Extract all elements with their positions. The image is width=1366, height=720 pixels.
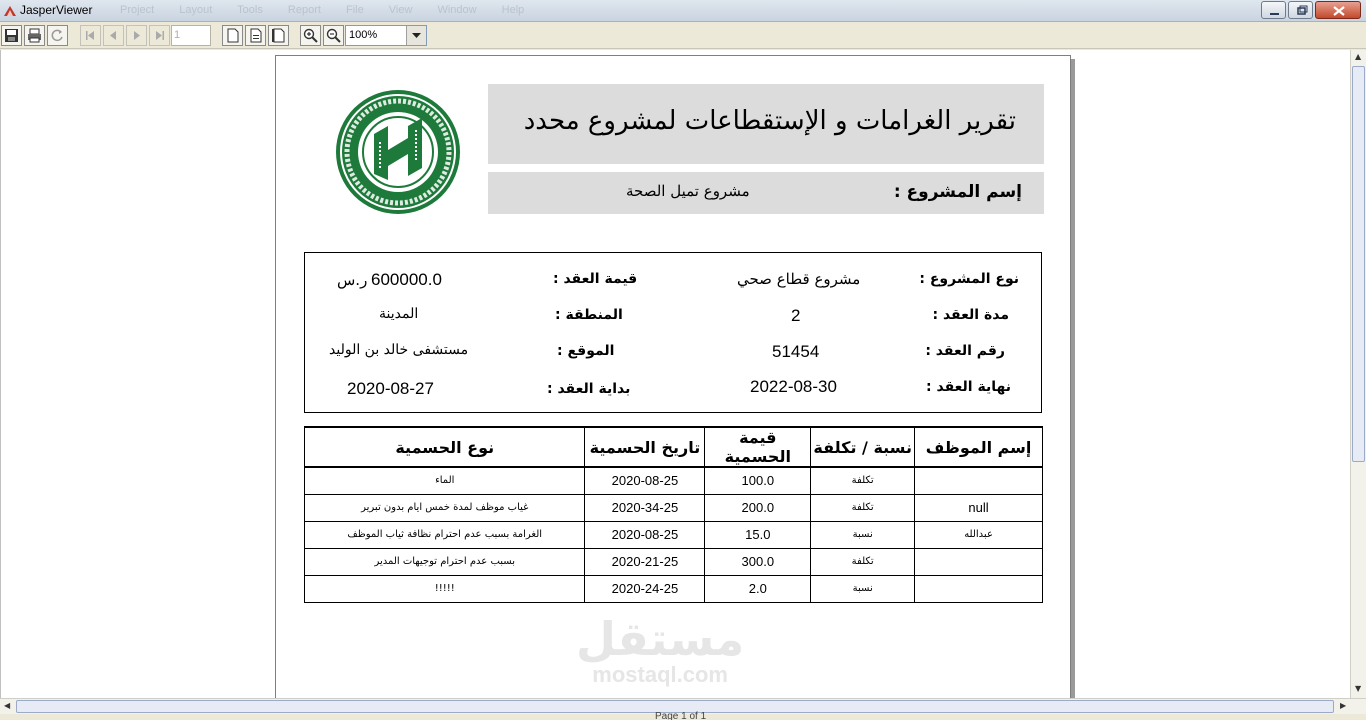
- contract-info-box: [304, 252, 1042, 413]
- print-icon: [27, 28, 42, 43]
- close-button[interactable]: [1315, 1, 1361, 19]
- col-header-type: نوع الحسمية: [305, 427, 585, 467]
- cell-ratio-cost: تكلفة: [811, 548, 915, 575]
- cell-type: بسبب عدم احترام توجيهات المدير: [305, 548, 585, 575]
- cell-employee: [915, 548, 1043, 575]
- cell-amount: 15.0: [705, 521, 811, 548]
- report-page: [275, 55, 1071, 698]
- contract-end-label: نهاية العقد :: [926, 379, 1011, 395]
- zoom-select[interactable]: [345, 25, 427, 46]
- fit-width-button[interactable]: [268, 25, 289, 46]
- cell-date: 2020-21-25: [585, 548, 705, 575]
- cell-date: 2020-08-25: [585, 467, 705, 494]
- save-icon: [4, 28, 19, 43]
- previous-page-button[interactable]: [103, 25, 124, 46]
- cell-date: 2020-08-25: [585, 521, 705, 548]
- cell-employee: [915, 575, 1043, 602]
- minimize-icon: [1262, 2, 1287, 20]
- company-seal-logo: [334, 88, 462, 216]
- project-type-label: نوع المشروع :: [919, 271, 1019, 287]
- deductions-header-row: [305, 427, 1043, 467]
- cell-amount: 200.0: [705, 494, 811, 521]
- fit-page-icon: [248, 28, 263, 43]
- table-row: [305, 575, 1043, 602]
- project-name-box: [488, 172, 1044, 214]
- table-row: [305, 467, 1043, 494]
- reload-button[interactable]: [47, 25, 68, 46]
- vertical-scroll-thumb[interactable]: [1352, 66, 1365, 462]
- previous-page-icon: [106, 28, 121, 43]
- scroll-left-icon[interactable]: ◀: [4, 701, 11, 710]
- window-title-bar[interactable]: [0, 0, 1366, 22]
- contract-number-value: 51454: [772, 342, 820, 361]
- report-title-box: [488, 84, 1044, 164]
- viewer-toolbar: [0, 22, 1366, 49]
- report-viewport[interactable]: [0, 50, 1350, 698]
- cell-employee: null: [915, 494, 1043, 521]
- watermark-latin: mostaql.com: [592, 662, 728, 687]
- location-label: الموقع :: [557, 343, 615, 359]
- scroll-down-icon[interactable]: ▼: [1355, 684, 1362, 693]
- page-status-text: Page 1 of 1: [655, 711, 707, 720]
- region-value: المدينة: [379, 306, 419, 322]
- cell-type: !!!!!: [305, 575, 585, 602]
- cell-amount: 300.0: [705, 548, 811, 575]
- fit-page-button[interactable]: [245, 25, 266, 46]
- cell-employee: [915, 467, 1043, 494]
- close-icon: [1316, 2, 1362, 20]
- cell-ratio-cost: نسبة: [811, 575, 915, 602]
- scroll-up-icon[interactable]: ▲: [1355, 52, 1362, 61]
- col-header-date: تاريخ الحسمية: [585, 427, 705, 467]
- zoom-in-icon: [303, 28, 318, 43]
- contract-value-currency: ر.س: [337, 271, 368, 289]
- col-header-employee: إسم الموظف: [915, 427, 1043, 467]
- minimize-button[interactable]: [1261, 1, 1286, 19]
- col-header-ratio-cost: نسبة / تكلفة: [811, 427, 915, 467]
- chevron-down-icon: [407, 26, 426, 45]
- watermark-arabic: مستقل: [576, 612, 745, 666]
- window-title: JasperViewer: [20, 3, 93, 17]
- maximize-button[interactable]: [1288, 1, 1313, 19]
- contract-value-label: قيمة العقد :: [553, 271, 638, 287]
- cell-date: 2020-34-25: [585, 494, 705, 521]
- cell-amount: 2.0: [705, 575, 811, 602]
- actual-size-icon: [225, 28, 240, 43]
- fit-width-icon: [271, 28, 286, 43]
- next-page-icon: [129, 28, 144, 43]
- contract-end-value: 2022-08-30: [750, 377, 837, 396]
- first-page-button[interactable]: [80, 25, 101, 46]
- contract-start-value: 2020-08-27: [347, 379, 434, 398]
- zoom-in-button[interactable]: [300, 25, 321, 46]
- contract-start-label: بداية العقد :: [547, 381, 631, 397]
- zoom-out-button[interactable]: [323, 25, 344, 46]
- cell-type: الماء: [305, 467, 585, 494]
- contract-duration-label: مدة العقد :: [932, 307, 1009, 323]
- cell-ratio-cost: نسبة: [811, 521, 915, 548]
- cell-amount: 100.0: [705, 467, 811, 494]
- save-button[interactable]: [1, 25, 22, 46]
- mostaql-watermark: [576, 612, 745, 688]
- contract-value-value: 600000.0: [371, 270, 442, 289]
- first-page-icon: [83, 28, 98, 43]
- project-name-value: مشروع تميل الصحة: [626, 182, 750, 200]
- last-page-icon: [152, 28, 167, 43]
- zoom-out-icon: [326, 28, 341, 43]
- zoom-value: 100%: [349, 29, 378, 41]
- cell-employee: عبدالله: [915, 521, 1043, 548]
- menu-ghost-text: Project Layout Tools Report File View Window Help: [120, 4, 525, 16]
- cell-ratio-cost: تكلفة: [811, 494, 915, 521]
- project-name-label: إسم المشروع :: [893, 182, 1022, 202]
- vertical-scrollbar[interactable]: [1350, 50, 1366, 698]
- actual-size-button[interactable]: [222, 25, 243, 46]
- last-page-button[interactable]: [149, 25, 170, 46]
- deductions-table: [304, 426, 1043, 603]
- contract-number-label: رقم العقد :: [925, 343, 1005, 359]
- table-row: [305, 548, 1043, 575]
- cell-type: الغرامة بسبب عدم احترام نظافة ثياب الموظف: [305, 521, 585, 548]
- cell-ratio-cost: تكلفة: [811, 467, 915, 494]
- table-row: [305, 521, 1043, 548]
- region-label: المنطقة :: [555, 307, 623, 323]
- contract-duration-value: 2: [791, 306, 801, 325]
- col-header-amount: قيمة الحسمية: [705, 427, 811, 467]
- status-bar: [0, 711, 1366, 720]
- project-type-value: مشروع قطاع صحي: [737, 270, 861, 288]
- restore-icon: [1289, 2, 1314, 20]
- page-number-input[interactable]: 1: [171, 25, 211, 46]
- reload-icon: [50, 28, 65, 43]
- report-title: تقرير الغرامات و الإستقطاعات لمشروع محدد: [523, 106, 1016, 136]
- next-page-button[interactable]: [126, 25, 147, 46]
- jasper-app-icon: [3, 4, 17, 17]
- print-button[interactable]: [24, 25, 45, 46]
- zoom-dropdown-button[interactable]: [406, 26, 426, 45]
- scroll-right-icon[interactable]: ▶: [1340, 701, 1347, 710]
- cell-type: غياب موظف لمدة خمس ايام بدون تبرير: [305, 494, 585, 521]
- cell-date: 2020-24-25: [585, 575, 705, 602]
- table-row: [305, 494, 1043, 521]
- location-value: مستشفى خالد بن الوليد: [329, 342, 469, 358]
